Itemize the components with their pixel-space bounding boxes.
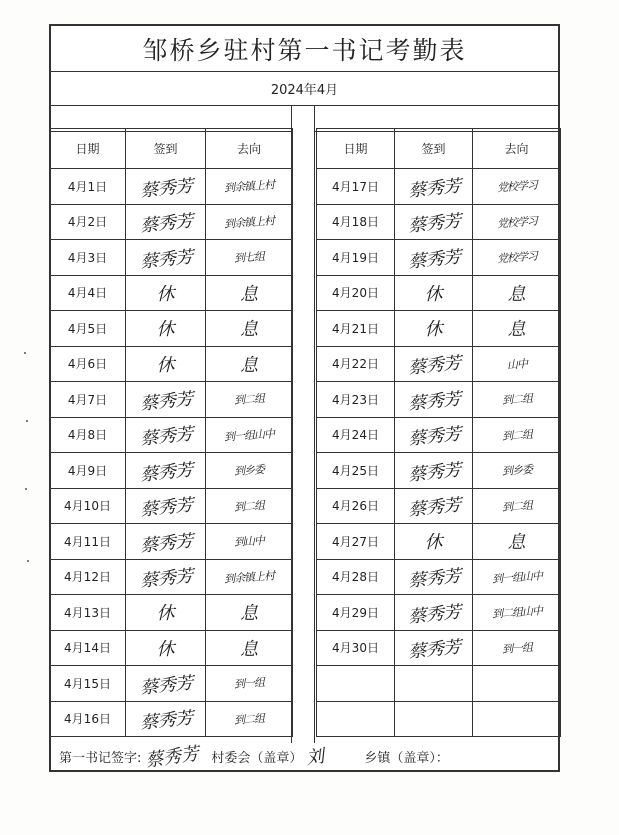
- signature-cell-text: 蔡秀芳: [138, 247, 194, 273]
- date-cell-text: 4月24日: [332, 428, 379, 443]
- date-cell: [317, 382, 395, 418]
- destination-cell: [473, 559, 561, 595]
- date-cell-text: 4月3日: [67, 250, 108, 265]
- table-row: [50, 275, 293, 311]
- signature-cell: [395, 169, 473, 205]
- dest-header: 去向: [473, 129, 561, 169]
- date-cell: [50, 275, 126, 311]
- sheet-title: 邹桥乡驻村第一书记考勤表: [51, 26, 558, 72]
- date-cell-text: 4月16日: [64, 712, 111, 727]
- signature-cell: [395, 666, 473, 702]
- signature-cell: [395, 701, 473, 737]
- destination-cell: [206, 666, 293, 702]
- destination-cell-text: 到二组: [501, 427, 532, 443]
- destination-cell: [206, 311, 293, 347]
- signature-cell-text: 休: [156, 354, 175, 376]
- signature-cell: [395, 559, 473, 595]
- date-cell: [317, 311, 395, 347]
- signature-cell: [126, 311, 206, 347]
- table-header-row: [50, 129, 293, 169]
- date-cell: [317, 559, 395, 595]
- destination-cell: [473, 524, 561, 560]
- date-cell: [50, 524, 126, 560]
- date-cell-text: 4月23日: [332, 392, 379, 407]
- date-cell: [50, 240, 126, 276]
- date-cell: [50, 417, 126, 453]
- town-seal-label: 乡镇（盖章）：: [364, 750, 449, 766]
- table-row: [317, 524, 561, 560]
- date-cell-text: 4月5日: [67, 321, 108, 336]
- signature-cell: [126, 240, 206, 276]
- destination-cell-text: 到二组: [233, 392, 265, 408]
- date-cell: [317, 524, 395, 560]
- signature-cell-text: 休: [424, 283, 443, 305]
- month-label: 2024年4月: [51, 72, 558, 106]
- destination-cell: [206, 417, 293, 453]
- signature-cell-text: 蔡秀芳: [406, 566, 462, 592]
- signature-cell-text: 休: [156, 319, 175, 341]
- signature-cell-text: 休: [424, 532, 443, 554]
- destination-cell-text: 到二组: [501, 498, 532, 514]
- signature-cell-text: 蔡秀芳: [406, 176, 462, 202]
- signature-cell: [126, 346, 206, 382]
- table-row: [317, 701, 561, 737]
- destination-cell-text: 到七组: [233, 250, 265, 266]
- destination-cell-text: 到二组: [501, 392, 532, 408]
- date-cell-text: 4月7日: [67, 392, 108, 407]
- date-cell: [317, 630, 395, 666]
- date-cell-text: 4月20日: [332, 286, 379, 301]
- date-cell-text: 4月30日: [332, 641, 379, 656]
- destination-cell-text: 到一组山中: [223, 427, 275, 444]
- destination-cell: [206, 453, 293, 489]
- date-cell: [317, 346, 395, 382]
- date-cell-text: 4月28日: [332, 570, 379, 585]
- date-cell-text: 4月14日: [64, 641, 111, 656]
- signature-cell: [126, 524, 206, 560]
- destination-cell-text: 息: [240, 603, 258, 625]
- signature-cell: [395, 595, 473, 631]
- signature-cell-text: 蔡秀芳: [406, 602, 462, 628]
- table-row: [317, 204, 561, 240]
- date-header: 日期: [50, 129, 126, 169]
- destination-cell-text: 到余镇上村: [223, 178, 275, 195]
- date-cell-text: 4月6日: [67, 357, 108, 372]
- date-cell-text: 4月26日: [332, 499, 379, 514]
- date-cell: [50, 595, 126, 631]
- destination-cell: [473, 488, 561, 524]
- destination-cell-text: 到二组: [233, 711, 265, 727]
- destination-cell-text: 到余镇上村: [223, 569, 275, 586]
- signature-cell: [395, 488, 473, 524]
- signature-cell-text: 蔡秀芳: [406, 495, 462, 521]
- signature-cell: [126, 559, 206, 595]
- date-cell-text: 4月25日: [332, 463, 379, 478]
- destination-cell: [206, 169, 293, 205]
- signature-cell-text: 蔡秀芳: [406, 389, 462, 415]
- scan-speck: [25, 488, 27, 490]
- signature-cell: [395, 311, 473, 347]
- date-cell-text: 4月18日: [332, 215, 379, 230]
- left-table-body: [50, 169, 293, 737]
- destination-cell: [473, 701, 561, 737]
- table-row: [317, 417, 561, 453]
- date-cell: [50, 559, 126, 595]
- table-row: [50, 417, 293, 453]
- signature-footer: [49, 740, 560, 772]
- destination-cell: [473, 630, 561, 666]
- date-cell-text: 4月21日: [332, 321, 379, 336]
- table-row: [317, 240, 561, 276]
- date-cell: [317, 240, 395, 276]
- destination-cell-text: 党校学习: [496, 214, 537, 231]
- signature-cell-text: 休: [156, 603, 175, 625]
- table-row: [50, 382, 293, 418]
- table-row: [50, 630, 293, 666]
- date-cell: [50, 169, 126, 205]
- signature-cell: [395, 453, 473, 489]
- table-row: [317, 382, 561, 418]
- signature-cell: [126, 630, 206, 666]
- destination-cell-text: 到一组: [501, 640, 532, 656]
- right-attendance-table: [316, 128, 561, 737]
- scan-speck: [24, 352, 26, 354]
- table-row: [317, 666, 561, 702]
- date-cell: [50, 311, 126, 347]
- date-cell: [50, 701, 126, 737]
- table-row: [50, 311, 293, 347]
- secretary-signature: 蔡秀芳: [144, 743, 201, 772]
- signature-cell-text: 蔡秀芳: [138, 176, 194, 202]
- signature-cell-text: 蔡秀芳: [406, 424, 462, 450]
- destination-cell-text: 党校学习: [496, 178, 537, 195]
- destination-cell: [206, 524, 293, 560]
- destination-cell: [473, 417, 561, 453]
- destination-cell: [206, 204, 293, 240]
- destination-cell-text: 到一组: [233, 676, 265, 692]
- destination-cell: [206, 275, 293, 311]
- scan-speck: [27, 560, 29, 562]
- dest-header: 去向: [206, 129, 293, 169]
- signature-cell: [395, 204, 473, 240]
- date-cell: [317, 595, 395, 631]
- signature-cell: [126, 453, 206, 489]
- signature-cell-text: 蔡秀芳: [138, 673, 194, 699]
- signature-cell-text: 蔡秀芳: [138, 566, 194, 592]
- signature-cell: [395, 346, 473, 382]
- signature-cell: [126, 488, 206, 524]
- date-cell-text: 4月2日: [67, 215, 108, 230]
- left-attendance-table: [49, 128, 293, 737]
- date-cell-text: 4月9日: [67, 463, 108, 478]
- destination-cell-text: 到山中: [233, 534, 265, 550]
- table-row: [317, 630, 561, 666]
- table-row: [317, 311, 561, 347]
- table-row: [50, 346, 293, 382]
- secretary-sign-label: 第一书记签字:: [59, 750, 142, 766]
- table-row: [50, 169, 293, 205]
- destination-cell-text: 到一组山中: [491, 569, 542, 586]
- destination-cell: [473, 204, 561, 240]
- date-cell: [317, 275, 395, 311]
- table-row: [317, 169, 561, 205]
- destination-cell: [473, 311, 561, 347]
- destination-cell-text: 息: [507, 319, 526, 341]
- destination-cell: [206, 559, 293, 595]
- date-cell: [317, 453, 395, 489]
- signature-cell-text: 蔡秀芳: [406, 247, 462, 273]
- date-cell: [50, 488, 126, 524]
- signature-cell: [126, 595, 206, 631]
- signature-cell: [395, 382, 473, 418]
- date-cell: [317, 488, 395, 524]
- destination-cell-text: 山中: [506, 357, 527, 372]
- date-cell-text: 4月29日: [332, 605, 379, 620]
- signature-cell-text: 休: [424, 319, 443, 341]
- table-row: [50, 559, 293, 595]
- date-cell-text: 4月22日: [332, 357, 379, 372]
- destination-cell: [206, 346, 293, 382]
- destination-cell: [206, 630, 293, 666]
- destination-cell-text: 到二组山中: [491, 604, 542, 621]
- destination-cell-text: 到余镇上村: [223, 214, 275, 231]
- signature-cell-text: 蔡秀芳: [138, 708, 194, 734]
- destination-cell: [473, 169, 561, 205]
- table-row: [50, 666, 293, 702]
- village-signature: 刘: [305, 745, 326, 770]
- date-cell-text: 4月11日: [64, 534, 111, 549]
- date-cell: [317, 701, 395, 737]
- signature-cell: [395, 524, 473, 560]
- table-row: [317, 453, 561, 489]
- scan-speck: [26, 420, 28, 422]
- destination-cell: [473, 382, 561, 418]
- destination-cell-text: 到乡委: [233, 463, 265, 479]
- table-row: [50, 204, 293, 240]
- date-cell-text: 4月8日: [67, 428, 108, 443]
- signature-cell: [126, 382, 206, 418]
- table-row: [317, 488, 561, 524]
- date-cell: [317, 204, 395, 240]
- sign-header: 签到: [126, 129, 206, 169]
- signature-cell-text: 蔡秀芳: [138, 531, 194, 557]
- signature-cell-text: 休: [156, 638, 175, 660]
- table-row: [50, 453, 293, 489]
- date-cell-text: 4月12日: [64, 570, 111, 585]
- signature-cell: [126, 275, 206, 311]
- date-cell: [317, 169, 395, 205]
- date-cell-text: 4月10日: [64, 499, 111, 514]
- destination-cell-text: 息: [240, 354, 258, 376]
- table-header-row: [317, 129, 561, 169]
- destination-cell: [473, 346, 561, 382]
- destination-cell: [473, 240, 561, 276]
- village-committee-label: 村委会（盖章）: [211, 750, 303, 766]
- date-cell: [50, 204, 126, 240]
- signature-cell: [126, 701, 206, 737]
- destination-cell-text: 息: [240, 638, 258, 660]
- table-row: [50, 595, 293, 631]
- date-cell-text: 4月19日: [332, 250, 379, 265]
- date-cell-text: 4月4日: [67, 286, 108, 301]
- signature-cell: [395, 630, 473, 666]
- destination-cell: [206, 240, 293, 276]
- destination-cell-text: 息: [240, 319, 258, 341]
- signature-cell-text: 蔡秀芳: [406, 637, 462, 663]
- signature-cell-text: 蔡秀芳: [138, 460, 194, 486]
- destination-cell: [206, 701, 293, 737]
- signature-cell-text: 蔡秀芳: [138, 389, 194, 415]
- table-row: [317, 595, 561, 631]
- table-row: [50, 488, 293, 524]
- destination-cell: [473, 275, 561, 311]
- destination-cell-text: 息: [507, 283, 526, 305]
- signature-cell-text: 休: [156, 283, 175, 305]
- date-header: 日期: [317, 129, 395, 169]
- table-row: [50, 701, 293, 737]
- signature-cell: [126, 204, 206, 240]
- center-divider: [291, 106, 315, 743]
- table-row: [50, 240, 293, 276]
- signature-cell: [395, 417, 473, 453]
- signature-cell: [126, 169, 206, 205]
- date-cell: [50, 346, 126, 382]
- signature-cell-text: 蔡秀芳: [138, 211, 194, 237]
- signature-cell-text: 蔡秀芳: [406, 211, 462, 237]
- date-cell-text: 4月17日: [332, 179, 379, 194]
- destination-cell: [473, 453, 561, 489]
- signature-cell-text: 蔡秀芳: [406, 460, 462, 486]
- date-cell: [317, 417, 395, 453]
- right-table-body: [317, 169, 561, 737]
- destination-cell: [473, 595, 561, 631]
- signature-cell: [126, 666, 206, 702]
- date-cell: [50, 666, 126, 702]
- table-row: [317, 346, 561, 382]
- signature-cell-text: 蔡秀芳: [138, 424, 194, 450]
- date-cell: [50, 453, 126, 489]
- signature-cell: [395, 240, 473, 276]
- signature-cell: [395, 275, 473, 311]
- destination-cell-text: 到二组: [233, 498, 265, 514]
- date-cell: [50, 382, 126, 418]
- date-cell: [317, 666, 395, 702]
- date-cell-text: 4月15日: [64, 676, 111, 691]
- destination-cell-text: 息: [507, 532, 526, 554]
- destination-cell: [206, 595, 293, 631]
- destination-cell-text: 党校学习: [496, 249, 537, 266]
- destination-cell-text: 息: [240, 283, 258, 305]
- destination-cell: [206, 382, 293, 418]
- signature-cell-text: 蔡秀芳: [406, 353, 462, 379]
- destination-cell-text: 到乡委: [501, 463, 532, 479]
- sign-header: 签到: [395, 129, 473, 169]
- table-row: [317, 559, 561, 595]
- table-row: [317, 275, 561, 311]
- destination-cell: [473, 666, 561, 702]
- date-cell-text: 4月13日: [64, 605, 111, 620]
- date-cell: [50, 630, 126, 666]
- table-row: [50, 524, 293, 560]
- date-cell-text: 4月1日: [67, 179, 108, 194]
- date-cell-text: 4月27日: [332, 534, 379, 549]
- signature-cell: [126, 417, 206, 453]
- destination-cell: [206, 488, 293, 524]
- signature-cell-text: 蔡秀芳: [138, 495, 194, 521]
